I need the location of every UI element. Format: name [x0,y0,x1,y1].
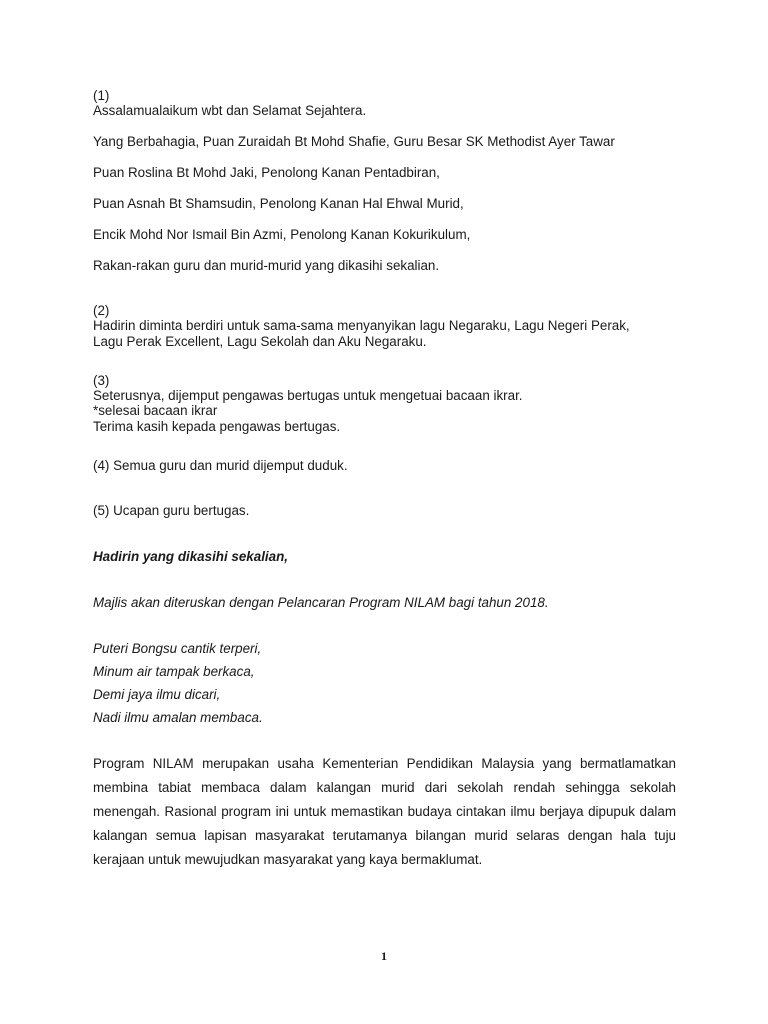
addressee-guru-murid: Rakan-rakan guru dan murid-murid yang dikasihi sekalian. [93,258,440,273]
intro-line: Majlis akan diteruskan dengan Pelancaran Program NILAM bagi tahun 2018. [93,595,549,610]
section-5: (5) Ucapan guru bertugas. [93,503,250,518]
anthem-line-1: Hadirin diminta berdiri untuk sama-sama menyanyikan lagu Negaraku, Lagu Negeri Perak, [93,318,630,333]
section-4: (4) Semua guru dan murid dijemput duduk. [93,458,348,473]
addressee-kokurikulum: Encik Mohd Nor Ismail Bin Azmi, Penolong Kanan Kokurikulum, [93,227,471,242]
section-number-2: (2) [93,303,110,318]
body-paragraph: Program NILAM merupakan usaha Kementerian Pendidikan Malaysia yang bermatlamatkan membina tabiat membaca dalam kalangan murid dari sekolah rendah sehingga sekolah menengah. Rasional program ini untuk memastikan budaya cintakan ilmu berjaya dipupuk dalam kalangan semua lapisan masyarakat terutamanya bilangan murid selaras dengan hala tuju kerajaan untuk mewujudkan masyarakat yang kaya bermaklumat. [93,756,676,868]
pledge-line-3: Terima kasih kepada pengawas bertugas. [93,419,341,434]
pantun-line-2: Minum air tampak berkaca, [93,664,255,679]
pledge-line-2: *selesai bacaan ikrar [93,403,218,418]
section-number-3: (3) [93,373,110,388]
addressee-pentadbiran: Puan Roslina Bt Mohd Jaki, Penolong Kanan Pentadbiran, [93,165,440,180]
page-number: 1 [381,949,387,963]
addressee-guru-besar: Yang Berbahagia, Puan Zuraidah Bt Mohd Shafie, Guru Besar SK Methodist Ayer Tawar [93,134,615,149]
pantun-line-3: Demi jaya ilmu dicari, [93,687,221,702]
greeting: Assalamualaikum wbt dan Selamat Sejahtera. [93,103,367,118]
anthem-line-2: Lagu Perak Excellent, Lagu Sekolah dan Aku Negaraku. [93,334,427,349]
pledge-line-1: Seterusnya, dijemput pengawas bertugas untuk mengetuai bacaan ikrar. [93,388,523,403]
pantun-line-4: Nadi ilmu amalan membaca. [93,710,263,725]
audience-heading: Hadirin yang dikasihi sekalian, [93,549,288,564]
pantun-line-1: Puteri Bongsu cantik terperi, [93,641,262,656]
addressee-hem: Puan Asnah Bt Shamsudin, Penolong Kanan Hal Ehwal Murid, [93,196,464,211]
section-number-1: (1) [93,88,110,103]
